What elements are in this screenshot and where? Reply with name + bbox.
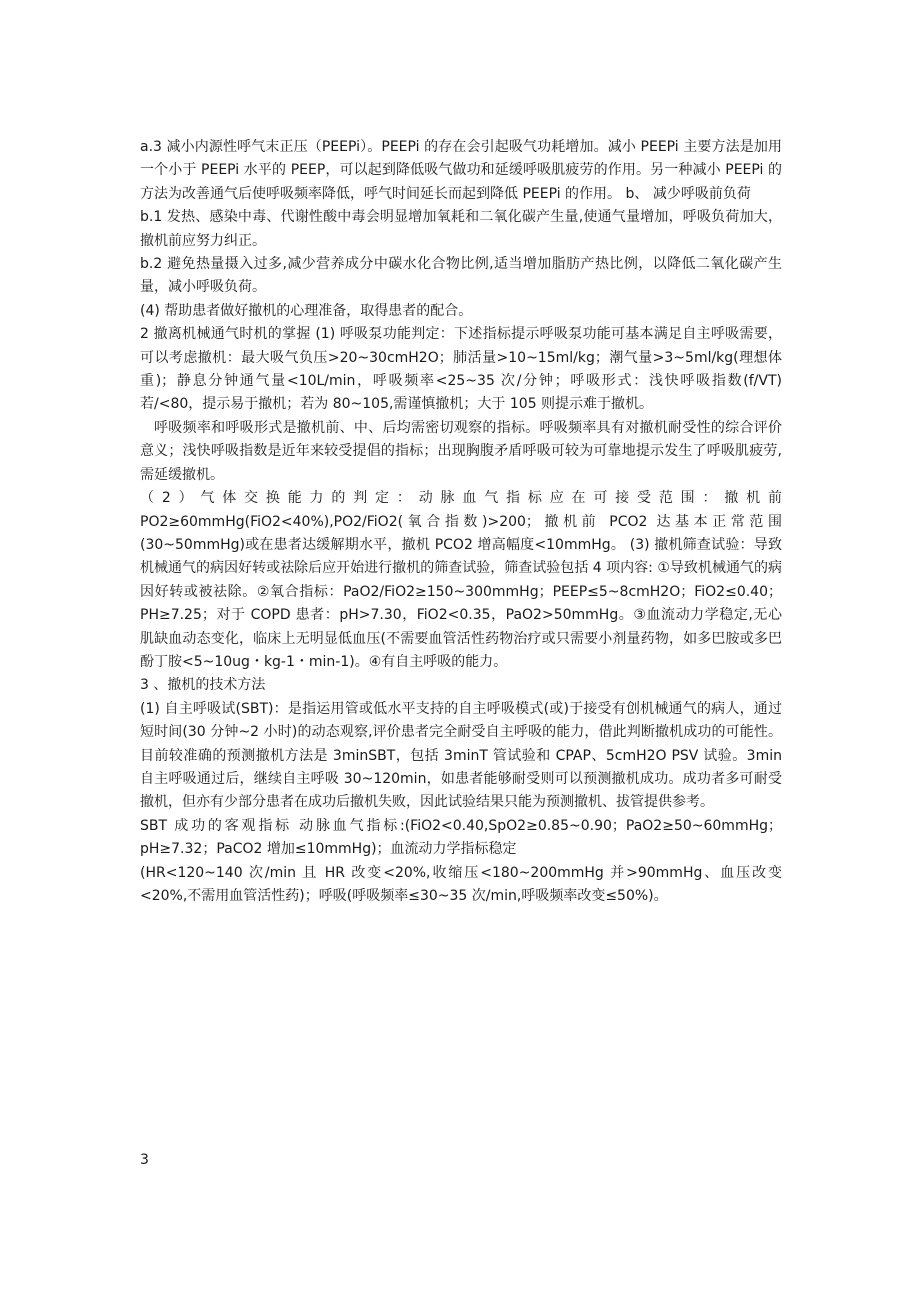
paragraph-reduce-peepi: a.3 减小内源性呼气末正压（PEEPi）。PEEPi 的存在会引起吸气功耗增加。减小 PEEPi 主要方法是加用一个小于 PEEPi 水平的 PEEP，可以起到降低吸气做功和延缓呼吸肌疲劳的作用。另一种减小 PEEPi 的方法为改善通气后使呼吸频率降低，呼气时间延长而起到降低 PEEPi 的作用。 b、 减少呼吸前负荷	[140, 139, 782, 202]
paragraph-sbt-criteria: SBT 成功的客观指标 动脉血气指标:(FiO2<0.40,SpO2≥0.85~0.90；PaO2≥50~60mmHg；pH≥7.32；PaCO2 增加≤10mmHg)；血流动力学指标稳定	[140, 817, 782, 858]
document-body	[140, 136, 782, 908]
paragraph-psychological-prep: (4) 帮助患者做好撤机的心理准备，取得患者的配合。	[140, 302, 473, 319]
paragraph-b2: b.2 避免热量摄入过多,减少营养成分中碳水化合物比例,适当增加脂肪产热比例，以降低二氧化碳产生量，减小呼吸负荷。	[140, 256, 782, 296]
paragraph-b1: b.1 发热、感染中毒、代谢性酸中毒会明显增加氧耗和二氧化碳产生量,使通气量增加，呼吸负荷加大，撤机前应努力纠正。	[140, 209, 782, 249]
page-number: 3	[140, 1152, 149, 1168]
paragraph-sbt: (1) 自主呼吸试(SBT)：是指运用管或低水平支持的自主呼吸模式(或)于接受有创机械通气的病人，通过短时间(30 分钟~2 小时)的动态观察,评价患者完全耐受自主呼吸的能力，借此判断撤机成功的可能性。目前较准确的预测撤机方法是 3minSBT，包括 3minT 管试验和 CPAP、5cmH2O PSV 试验。3min 自主呼吸通过后，继续自主呼吸 30~120min，如患者能够耐受则可以预测撤机成功。成功者多可耐受撤机，但亦有少部分患者在成功后撤机失败，因此试验结果只能为预测撤机、拔管提供参考。	[140, 700, 782, 811]
paragraph-sbt-hemodynamics: (HR<120~140 次/min 且 HR 改变<20%,收缩压<180~200mmHg 并>90mmHg、血压改变<20%,不需用血管活性药)；呼吸(呼吸频率≤30~35 次/min,呼吸频率改变≤50%)。	[140, 864, 782, 904]
paragraph-weaning-timing: 2 撤离机械通气时机的掌握 (1) 呼吸泵功能判定：下述指标提示呼吸泵功能可基本满足自主呼吸需要，可以考虑撤机：最大吸气负压>20~30cmH2O；肺活量>10~15ml/kg；潮气量>3~5ml/kg(理想体重)；静息分钟通气量<10L/min，呼吸频率<25~35 次/分钟；呼吸形式：浅快呼吸指数(f/VT)若/<80，提示易于撤机；若为 80~105,需谨慎撤机；大于 105 则提示难于撤机。	[140, 326, 782, 413]
section-heading-weaning-methods: 3 、撤机的技术方法	[140, 677, 266, 694]
paragraph-respiratory-observation: 呼吸频率和呼吸形式是撤机前、中、后均需密切观察的指标。呼吸频率具有对撤机耐受性的综合评价意义；浅快呼吸指数是近年来较受提倡的指标；出现胸腹矛盾呼吸可较为可靠地提示发生了呼吸肌疲劳,需延缓撤机。	[140, 419, 782, 483]
paragraph-gas-exchange: （2）气体交换能力的判定：动脉血气指标应在可接受范围：撤机前 PO2≥60mmHg(FiO2<40%),PO2/FiO2(氧合指数)>200；撤机前 PCO2 达基本正常范围(30~50mmHg)或在患者达缓解期水平，撤机 PCO2 增高幅度<10mmHg。 (3) 撤机筛查试验：导致机械通气的病因好转或祛除后应开始进行撤机的筛查试验，筛查试验包括 4 项内容: ①导致机械通气的病因好转或被祛除。②氧合指标：PaO2/FiO2≥150~300mmHg；PEEP≤5~8cmH2O；FiO2≤0.40；PH≥7.25；对于 COPD 患者：pH>7.30，FiO2<0.35，PaO2>50mmHg。③血流动力学稳定,无心肌缺血动态变化，临床上无明显低血压(不需要血管活性药物治疗或只需要小剂量药物，如多巴胺或多巴酚丁胺<5~10ug・kg-1・min-1)。④有自主呼吸的能力。	[140, 490, 782, 670]
